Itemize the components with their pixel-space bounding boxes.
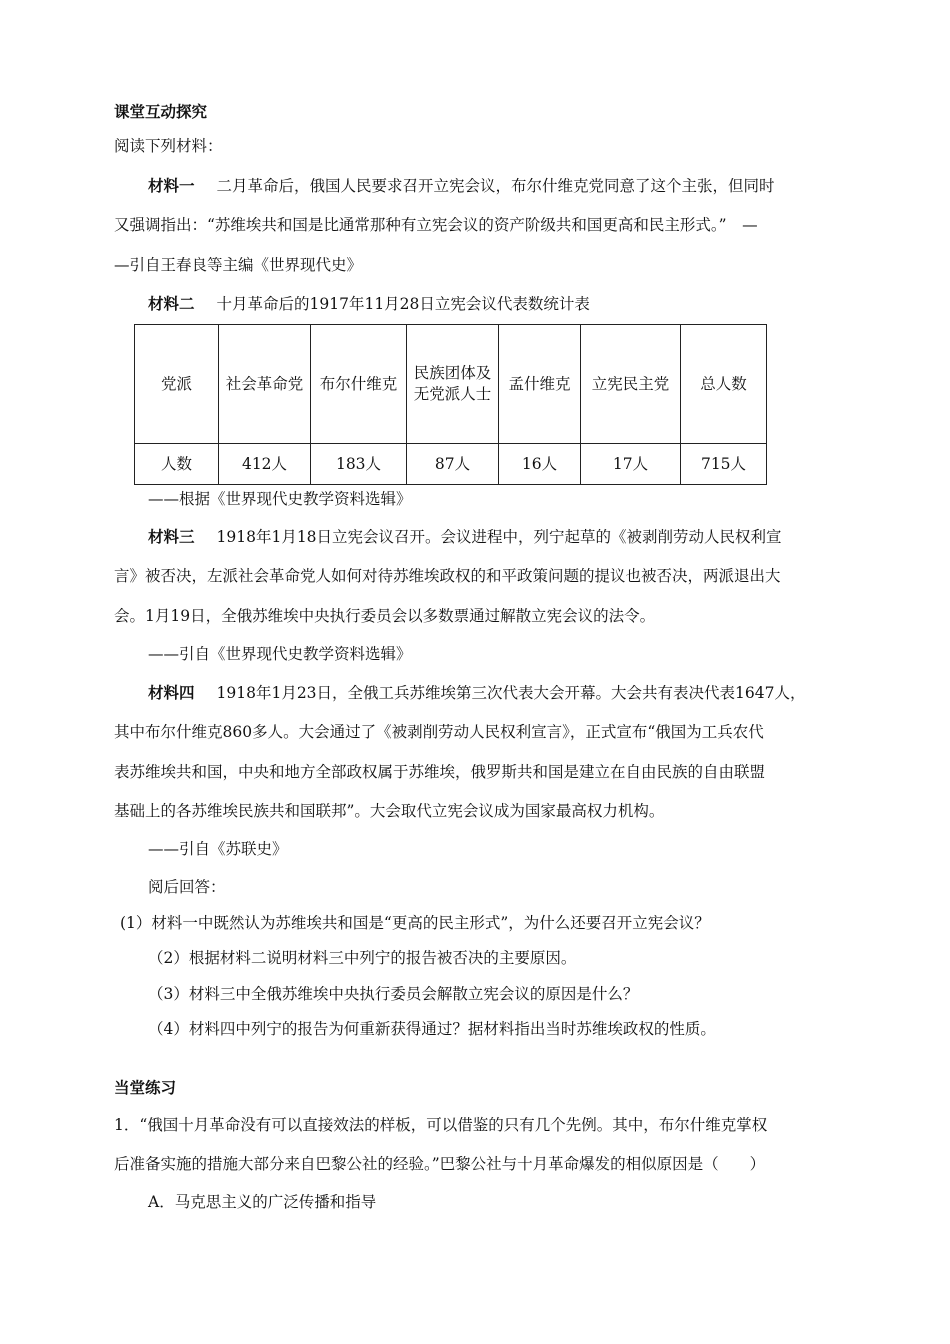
material-3-label: 材料三 [148,528,195,546]
material-3-line-1: 材料三 1918年1月18日立宪会议召开。会议进程中，列宁起草的《被剥削劳动人民权利宣 [148,528,782,546]
table-header-cell: 立宪民主党 [581,325,681,444]
material-4-line-4: 基础上的各苏维埃民族共和国联邦”。大会取代立宪会议成为国家最高权力机构。 [114,802,665,820]
table-header-cell: 社会革命党 [219,325,311,444]
material-1-label: 材料一 [148,177,195,195]
intro-text: 阅读下列材料： [114,137,223,155]
table-header-cell: 民族团体及无党派人士 [407,325,499,444]
table-row [135,444,767,485]
question-2: （2）根据材料二说明材料三中列宁的报告被否决的主要原因。 [148,949,577,967]
material-4-line-3: 表苏维埃共和国，中央和地方全部政权属于苏维埃，俄罗斯共和国是建立在自由民族的自由联盟 [114,763,766,781]
table-header-cell: 布尔什维克 [311,325,407,444]
section-heading-practice: 当堂练习 [114,1079,177,1097]
question-3: （3）材料三中全俄苏维埃中央执行委员会解散立宪会议的原因是什么？ [148,985,639,1003]
table-cell: 人数 [135,444,219,485]
material-4-line-1: 材料四 1918年1月23日，全俄工兵苏维埃第三次代表大会开幕。大会共有表决代表1647人， [148,684,806,702]
table-header-cell: 党派 [135,325,219,444]
table-cell: 183人 [311,444,407,485]
table-header-cell: 总人数 [681,325,767,444]
material-4-line-2: 其中布尔什维克860多人。大会通过了《被剥削劳动人民权利宣言》，正式宣布“俄国为工兵农代 [114,723,764,741]
material-1-line-1: 材料一 二月革命后，俄国人民要求召开立宪会议，布尔什维克党同意了这个主张，但同时 [148,177,775,195]
questions-prompt: 阅后回答： [148,878,226,896]
material-1-line-2: 又强调指出：“苏维埃共和国是比通常那种有立宪会议的资产阶级共和国更高和民主形式。” — [114,216,758,234]
material-3-line-3: 会。1月19日，全俄苏维埃中央执行委员会以多数票通过解散立宪会议的法令。 [114,607,656,625]
material-4-label: 材料四 [148,684,195,702]
question-1: (1）材料一中既然认为苏维埃共和国是“更高的民主形式”，为什么还要召开立宪会议？ [120,914,710,932]
table-cell: 412人 [219,444,311,485]
table-cell: 17人 [581,444,681,485]
table-cell: 87人 [407,444,499,485]
table-header-cell: 孟什维克 [499,325,581,444]
material-4-source: ——引自《苏联史》 [148,840,288,858]
material-3-source: ——引自《世界现代史教学资料选辑》 [148,645,412,663]
material-1-source: —引自王春良等主编《世界现代史》 [114,256,363,274]
exercise-1-option-a: A．马克思主义的广泛传播和指导 [148,1193,377,1211]
section-heading-interactive: 课堂互动探究 [114,103,208,121]
material-3-line-2: 言》被否决，左派社会革命党人如何对待苏维埃政权的和平政策问题的提议也被否决，两派退出大 [114,567,781,585]
table-cell: 715人 [681,444,767,485]
table-cell: 16人 [499,444,581,485]
material-2-label: 材料二 [148,295,195,313]
material-2-caption: 材料二 十月革命后的1917年11月28日立宪会议代表数统计表 [148,295,590,313]
question-4: （4）材料四中列宁的报告为何重新获得通过？据材料指出当时苏维埃政权的性质。 [148,1020,716,1038]
material-2-source: ——根据《世界现代史教学资料选辑》 [148,490,412,508]
exercise-1-line-1: 1．“俄国十月革命没有可以直接效法的样板，可以借鉴的只有几个先例。其中，布尔什维克掌权 [114,1116,768,1134]
table-header-row [135,325,767,444]
exercise-1-line-2: 后准备实施的措施大部分来自巴黎公社的经验。”巴黎公社与十月革命爆发的相似原因是（ ） [114,1155,766,1173]
delegates-table [134,324,767,485]
